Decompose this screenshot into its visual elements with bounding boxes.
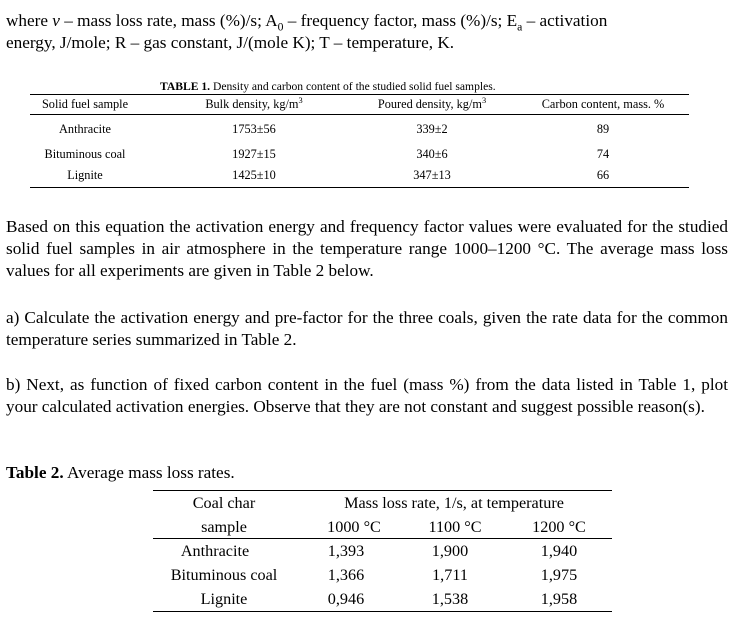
table2-cell: 1,393	[327, 542, 365, 560]
intro-text-part: energy, J/mole; R – gas constant, J/(mole K); T – temperature, K.	[6, 33, 455, 52]
table1-header-bulk	[205, 97, 302, 111]
table2-title-label: Table 2.	[6, 463, 64, 482]
table1-cell: 1425±10	[232, 168, 276, 182]
table2-header-temp: 1200 °C	[532, 518, 586, 536]
nu-symbol: ν	[52, 11, 60, 30]
intro-text-part: – frequency factor, mass (%)/s; E	[283, 11, 518, 30]
table2-title	[6, 462, 235, 484]
table1-caption-label: TABLE 1.	[160, 80, 211, 93]
subscript: a	[517, 20, 523, 34]
table1	[30, 94, 689, 188]
table2-cell: Anthracite	[180, 542, 250, 560]
table2-cell: 1,711	[432, 566, 468, 584]
table2-header-sample: sample	[201, 518, 247, 536]
table1-header-poured-text: Poured density, kg/m	[377, 97, 482, 111]
table-rule	[30, 94, 689, 95]
table1-cell: Bituminous coal	[44, 147, 126, 161]
paragraph-equation: Based on this equation the activation energy and frequency factor values were evaluated for the studied solid fuel samples in air atmosphere in the temperature range 1000–1200 °C. The average mass loss values for all experiments are given in Table 2 below.	[6, 217, 728, 280]
table-rule	[30, 187, 689, 188]
table1-header-poured	[378, 97, 486, 111]
table-rule	[153, 490, 612, 491]
table1-cell: 1927±15	[232, 147, 276, 161]
table2-cell: Bituminous coal	[170, 566, 278, 584]
subscript: 0	[277, 20, 284, 34]
intro-text-part: – activation	[522, 11, 608, 30]
table1-cell: 339±2	[416, 122, 448, 136]
table2-cell: 1,900	[431, 542, 469, 560]
table1-caption-text: Density and carbon content of the studied solid fuel samples.	[210, 80, 496, 93]
table2-cell: Lignite	[200, 590, 248, 608]
table1-header-sample: Solid fuel sample	[41, 97, 129, 111]
table2-title-text: Average mass loss rates.	[63, 463, 235, 482]
table2-cell: 0,946	[327, 590, 365, 608]
table1-caption	[160, 80, 496, 93]
table1-cell: 347±13	[413, 168, 451, 182]
intro-text-part: where	[6, 11, 53, 30]
table-rule	[153, 538, 612, 539]
table2-cell: 1,958	[540, 590, 578, 608]
table2-header-sample: Coal char	[192, 494, 256, 512]
table1-cell: Anthracite	[59, 122, 111, 136]
table1-header-bulk-text: Bulk density, kg/m	[205, 97, 299, 111]
superscript: 3	[298, 95, 303, 105]
table2-cell: 1,940	[540, 542, 578, 560]
table2-cell: 1,366	[327, 566, 365, 584]
table2	[153, 490, 612, 612]
table-rule	[153, 611, 612, 612]
table1-cell: Lignite	[67, 168, 103, 182]
table2-cell: 1,538	[431, 590, 469, 608]
table1-cell: 66	[596, 168, 610, 182]
table1-cell: 1753±56	[232, 122, 276, 136]
paragraph-question-a: a) Calculate the activation energy and pre-factor for the three coals, given the rate data for the common temperature series summarized in Table 2.	[6, 308, 728, 349]
table1-header-carbon: Carbon content, mass. %	[541, 97, 665, 111]
table1-cell: 74	[596, 147, 610, 161]
table2-header-rate: Mass loss rate, 1/s, at temperature	[344, 494, 564, 512]
paragraph-question-b: b) Next, as function of fixed carbon content in the fuel (mass %) from the data listed in Table 1, plot your calculated activation energies. Observe that they are not constant and suggest possible reason(s).	[6, 375, 728, 416]
table2-header-temp: 1000 °C	[327, 518, 381, 536]
table1-cell: 89	[596, 122, 610, 136]
intro-text-part: – mass loss rate, mass (%)/s; A	[59, 11, 278, 30]
superscript: 3	[481, 95, 487, 105]
table-rule	[30, 114, 689, 115]
table2-cell: 1,975	[540, 566, 578, 584]
intro-text	[6, 10, 728, 54]
table2-header-temp: 1100 °C	[428, 518, 482, 536]
table1-cell: 340±6	[416, 147, 448, 161]
